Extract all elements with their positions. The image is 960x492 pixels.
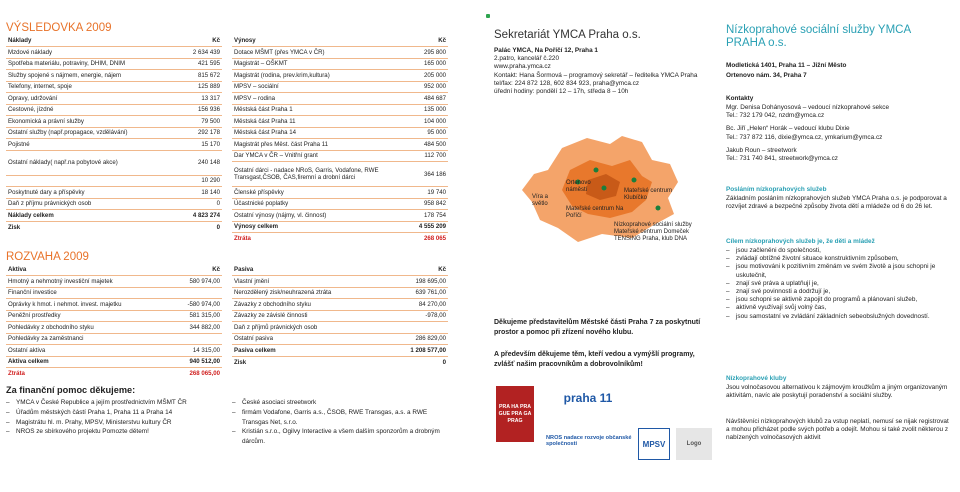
revenue-value: 112 700 xyxy=(417,150,448,162)
map-pin-2 xyxy=(594,168,599,173)
contact-line: Tel.: 737 872 116, dixie@ymca.cz, ymkarium@ymca.cz xyxy=(726,133,883,141)
thanks-praha7: Děkujeme představitelům Městské části Praha 7 za poskytnutí prostor a pomoc při zřízení nového klubu. xyxy=(494,319,701,336)
cost-result-value: 0 xyxy=(179,221,222,233)
cost-value: 125 889 xyxy=(179,81,222,93)
secretariat-line: 2.patro, kancelář č.220 xyxy=(494,55,560,63)
revenue-label: Ostatní výnosy (nájmy, vl. činnost) xyxy=(232,210,417,222)
cost-value: 421 595 xyxy=(179,58,222,70)
thanks-left-list xyxy=(6,398,221,437)
revenue-value: 104 000 xyxy=(417,116,448,128)
revenue-value: 295 800 xyxy=(417,47,448,59)
thanks-left-item: – Magistrátu hl. m. Prahy, MPSV, Ministerstvu kultury ČR xyxy=(6,418,221,428)
balance-title: ROZVAHA 2009 xyxy=(6,251,89,263)
cost-value: 79 500 xyxy=(179,116,222,128)
asset-value xyxy=(171,333,222,345)
partner-logo: Logo xyxy=(676,428,712,460)
revenue-total-row xyxy=(232,221,448,233)
goals-title: Cílem nízkoprahových služeb je, že děti a mládež xyxy=(726,238,875,245)
revenue-value: 952 000 xyxy=(417,81,448,93)
goals-list xyxy=(726,247,952,321)
cost-value: 0 xyxy=(179,198,222,210)
asset-row xyxy=(6,299,222,311)
liability-label: Daň z příjmů právnických osob xyxy=(232,322,387,334)
secretariat-lines xyxy=(494,55,714,96)
mpsv-logo: MPSV xyxy=(638,428,670,460)
mission-text: Základním posláním nízkoprahových služeb YMCA Praha o.s. je podporovat a rozvíjet zdravé a bezpečné způsoby života dětí a mládeže od 6 do 26 let. xyxy=(726,195,947,211)
asset-label: Pohledávky za zaměstnanci xyxy=(6,333,171,345)
cost-label: Poskytnuté dary a příspěvky xyxy=(6,187,179,199)
asset-total-value: 940 512,00 xyxy=(171,356,222,368)
revenue-label: Dar YMCA v ČR – Vnitřní grant xyxy=(232,150,417,162)
costs-table xyxy=(6,35,222,233)
liability-value xyxy=(387,322,448,334)
secretariat-title: Sekretariát YMCA Praha o.s. xyxy=(494,29,641,41)
cost-label: Ostatní služby (např.propagace, vzdělávání) xyxy=(6,127,179,139)
goal-item: – znají své práva a uplatňují je, xyxy=(726,280,952,288)
contact-line: Jakub Roun – streetwork xyxy=(726,146,797,154)
mission-title: Posláním nízkoprahových služeb xyxy=(726,186,827,193)
revenue-row xyxy=(232,127,448,139)
revenue-value: 484 687 xyxy=(417,93,448,105)
clubs-text-2: Návštěvníci nízkoprahových klubů za vstup neplatí, nemusí se nijak registrovat a mohou přicházet podle svých potřeb a odejít. Mohou si také zvolit některou z nabízených volnočasových aktivit xyxy=(726,418,949,442)
thanks-left-item: – Úřadům městských částí Praha 1, Praha 11 a Praha 14 xyxy=(6,408,221,418)
asset-value xyxy=(171,287,222,299)
goal-item: – jsou motivováni k pozitivním změnám ve svém životě a jsou schopni je uskutečnit, xyxy=(726,263,952,279)
asset-result-label: Ztráta xyxy=(6,368,171,380)
liability-label: Nerozdělený zisk/neuhrazená ztráta xyxy=(232,287,387,299)
cost-label: Spotřeba materiálu, potraviny, DHIM, DNIM xyxy=(6,58,179,70)
revenue-label: Účastnické poplatky xyxy=(232,198,417,210)
revenue-label: Magistrát (rodina, prev.krim,kultura) xyxy=(232,70,417,82)
cost-value: 240 148 xyxy=(179,150,222,175)
cost-row xyxy=(6,139,222,151)
revenue-total-value: 4 555 209 xyxy=(417,221,448,233)
liability-header-row xyxy=(232,264,448,276)
cost-label: Ekonomická a právní služby xyxy=(6,116,179,128)
secretariat-address: Palác YMCA, Na Poříčí 12, Praha 1 xyxy=(494,47,598,54)
goal-item: – jsou začleněni do společnosti, xyxy=(726,247,952,255)
revenue-header-row xyxy=(232,35,448,47)
cost-row xyxy=(6,58,222,70)
asset-total-row xyxy=(6,356,222,368)
cost-value: 18 140 xyxy=(179,187,222,199)
cost-total-label: Náklady celkem xyxy=(6,210,179,222)
liability-value: 286 829,00 xyxy=(387,333,448,345)
cost-label: Služby spojené s nájmem, energie, nájem xyxy=(6,70,179,82)
cost-row xyxy=(6,81,222,93)
liability-header-value: Kč xyxy=(438,266,446,273)
contact-line: Mgr. Denisa Dohányosová – vedoucí nízkoprahové sekce xyxy=(726,104,890,111)
revenue-value: 205 000 xyxy=(417,70,448,82)
clubs-text: Jsou volnočasovou alternativou k zájmovým kroužkům a jiným organizovaným aktivitám, navíc ale poskytují poradenství a sociální služby. xyxy=(726,384,948,400)
cost-header-row xyxy=(6,35,222,47)
revenue-label: Městská část Praha 14 xyxy=(232,127,417,139)
asset-row xyxy=(6,287,222,299)
revenue-total-label: Výnosy celkem xyxy=(232,221,417,233)
revenue-label: Magistrát přes Měst. část Praha 11 xyxy=(232,139,417,151)
map-label-ortenovo: Ortenovo náměstí xyxy=(566,180,591,193)
liability-row xyxy=(232,287,448,299)
map-label-poric: Mateřské centrum Na Poříčí xyxy=(566,206,624,219)
revenue-label: Členské příspěvky xyxy=(232,187,417,199)
asset-value: 14 315,00 xyxy=(171,345,222,357)
revenue-row xyxy=(232,139,448,151)
revenue-result-value: 268 065 xyxy=(417,233,448,245)
cost-row xyxy=(6,47,222,59)
cost-value: 156 936 xyxy=(179,104,222,116)
liability-value: 639 761,00 xyxy=(387,287,448,299)
cost-label: Opravy, udržování xyxy=(6,93,179,105)
asset-label: Hmotný a nehmotný investiční majetek xyxy=(6,276,171,288)
cost-row xyxy=(6,104,222,116)
asset-header-row xyxy=(6,264,222,276)
asset-value: 580 974,00 xyxy=(171,276,222,288)
liability-result-label: Zisk xyxy=(232,356,387,368)
asset-label: Pohledávky z obchodního styku xyxy=(6,322,171,334)
revenue-value: 958 842 xyxy=(417,198,448,210)
revenue-row xyxy=(232,187,448,199)
contacts-title: Kontakty xyxy=(726,95,754,102)
praha11-logo: praha 11 xyxy=(563,391,613,405)
services-address-1: Modletická 1401, Praha 11 – Jižní Město xyxy=(726,62,847,69)
goal-item: – znají své povinnosti a dodržují je, xyxy=(726,288,952,296)
asset-row xyxy=(6,322,222,334)
asset-header-label: Aktiva xyxy=(8,266,27,273)
cost-label: Telefony, internet, spoje xyxy=(6,81,179,93)
revenue-value: 135 000 xyxy=(417,104,448,116)
cost-total-value: 4 823 274 xyxy=(179,210,222,222)
asset-label: Peněžní prostředky xyxy=(6,310,171,322)
goal-item: – jsou schopni se aktivně zapojit do programů a plánovaní služeb, xyxy=(726,296,952,304)
revenue-label: MPSV – sociální xyxy=(232,81,417,93)
liability-value: 84 270,00 xyxy=(387,299,448,311)
secretariat-info xyxy=(494,47,714,96)
cost-header-label: Náklady xyxy=(8,37,32,44)
cost-value: 292 178 xyxy=(179,127,222,139)
cost-row xyxy=(6,93,222,105)
asset-value: -580 974,00 xyxy=(171,299,222,311)
services-address-2: Ortenovo nám. 34, Praha 7 xyxy=(726,72,807,79)
contact-line: Bc. Jiří „Helen“ Horák – vedoucí klubu Dixie xyxy=(726,125,850,133)
cost-value: 10 290 xyxy=(179,175,222,187)
liability-result-value: 0 xyxy=(387,356,448,368)
asset-value: 581 315,00 xyxy=(171,310,222,322)
thanks-right-item: – firmám Vodafone, Garris a.s., ČSOB, RWE Transgas, a.s. a RWE Transgas Net, s.r.o. xyxy=(232,408,448,428)
cost-result-label: Zisk xyxy=(6,221,179,233)
revenues-table xyxy=(232,35,448,244)
asset-row xyxy=(6,276,222,288)
revenue-label: Městská část Praha 1 xyxy=(232,104,417,116)
asset-result-value: 268 065,00 xyxy=(171,368,222,380)
liability-row xyxy=(232,276,448,288)
revenue-row xyxy=(232,198,448,210)
revenue-row xyxy=(232,93,448,105)
liability-value: -978,00 xyxy=(387,310,448,322)
secretariat-line: tel/fax: 224 872 128, 602 834 923, praha@ymca.cz xyxy=(494,79,640,87)
revenue-label: Městská část Praha 11 xyxy=(232,116,417,128)
liability-total-label: Pasiva celkem xyxy=(232,345,387,357)
asset-label: Ostatní aktiva xyxy=(6,345,171,357)
liability-row xyxy=(232,299,448,311)
liability-row xyxy=(232,333,448,345)
thanks-left-item: – NROS ze sbírkového projektu Pomozte dětem! xyxy=(6,427,221,437)
liability-row xyxy=(232,310,448,322)
liabilities-table xyxy=(232,264,448,368)
revenue-row xyxy=(232,58,448,70)
asset-result-row xyxy=(6,368,222,380)
asset-total-label: Aktiva celkem xyxy=(6,356,171,368)
asset-header-value: Kč xyxy=(212,266,220,273)
liability-result-row xyxy=(232,356,448,368)
liability-value: 198 695,00 xyxy=(387,276,448,288)
services-title: Nízkoprahové sociální služby YMCA PRAHA o.s. xyxy=(726,24,911,49)
cost-row xyxy=(6,127,222,139)
cost-value: 13 317 xyxy=(179,93,222,105)
cost-label: Pojistné xyxy=(6,139,179,151)
revenue-row xyxy=(232,150,448,162)
revenue-row xyxy=(232,116,448,128)
cost-label xyxy=(6,175,179,187)
cost-result-row xyxy=(6,221,222,233)
map-label-klubicko: Mateřské centrum Klubíčko xyxy=(624,188,673,201)
nros-logo: NROS nadace rozvoje občanské společnosti xyxy=(546,434,632,447)
revenue-row xyxy=(232,70,448,82)
goal-item: – aktivně využívají svůj volný čas, xyxy=(726,304,952,312)
goal-item: – zvládají obtížné životní situace konstruktivním způsobem, xyxy=(726,255,952,263)
thanks-right-item: – Kristián s.r.o., Ogilvy Interactive a všem dalším sponzorům a drobným dárcům. xyxy=(232,427,448,447)
liability-row xyxy=(232,322,448,334)
revenue-value: 178 754 xyxy=(417,210,448,222)
results-title: VÝSLEDOVKA 2009 xyxy=(6,22,112,34)
thanks-right-item: – České asociaci streetwork xyxy=(232,398,448,408)
revenue-row xyxy=(232,162,448,187)
contact-line: Tel.: 731 740 841, streetwork@ymca.cz xyxy=(726,155,838,163)
secretariat-line: www.praha.ymca.cz xyxy=(494,63,551,71)
cost-row xyxy=(6,187,222,199)
prague-logo: PRA HA PRA GUE PRA GA PRAG xyxy=(496,386,534,442)
secretariat-line: úřední hodiny: pondělí 12 – 17h, středa 8 – 10h xyxy=(494,88,629,96)
contacts-list xyxy=(726,104,954,163)
asset-value: 344 882,00 xyxy=(171,322,222,334)
revenue-label: Dotace MŠMT (přes YMCA v ČR) xyxy=(232,47,417,59)
revenue-row xyxy=(232,210,448,222)
revenue-label: Magistrát – OŠKMT xyxy=(232,58,417,70)
cost-value: 15 170 xyxy=(179,139,222,151)
map-pin-5 xyxy=(656,206,661,211)
revenue-label: MPSV – rodina xyxy=(232,93,417,105)
revenue-header-value: Kč xyxy=(438,37,446,44)
cost-value: 815 672 xyxy=(179,70,222,82)
cost-label: Ostatní náklady( např.na pobytové akce) xyxy=(6,150,179,175)
asset-row xyxy=(6,310,222,322)
liability-total-value: 1 208 577,00 xyxy=(387,345,448,357)
map-label-vira: Víra a světlo xyxy=(532,194,549,207)
revenue-value: 165 000 xyxy=(417,58,448,70)
thanks-left-item: – YMCA v České Republice a jejím prostřednictvím MŠMT ČR xyxy=(6,398,221,408)
map-pin-4 xyxy=(632,178,637,183)
clubs-title: Nízkoprahové kluby xyxy=(726,375,787,382)
revenue-value: 19 740 xyxy=(417,187,448,199)
asset-row xyxy=(6,333,222,345)
thanks-right-list xyxy=(232,398,448,447)
revenue-label: Ostatní dárci - nadace NRoS, Garris, Vodafone, RWE Transgast,ČSOB, ČAS,firemní a drobní dárci xyxy=(232,162,417,187)
map-label-nizkoprah: Nízkoprahové sociální služby Mateřské centrum Domeček TENSING Praha, klub DNA xyxy=(614,222,692,242)
cost-header-value: Kč xyxy=(212,37,220,44)
corner-marker xyxy=(486,14,490,18)
liability-header-label: Pasiva xyxy=(234,266,254,273)
revenue-result-row xyxy=(232,233,448,245)
cost-row xyxy=(6,116,222,128)
revenue-result-label: Ztráta xyxy=(232,233,417,245)
cost-row xyxy=(6,70,222,82)
assets-table xyxy=(6,264,222,379)
asset-row xyxy=(6,345,222,357)
revenue-value: 484 500 xyxy=(417,139,448,151)
cost-label: Daň z příjmu právnických osob xyxy=(6,198,179,210)
revenue-row xyxy=(232,104,448,116)
asset-label: Oprávky k hmot. i nehmot. invest. majetku xyxy=(6,299,171,311)
liability-label: Ostatní pasiva xyxy=(232,333,387,345)
cost-value: 2 634 439 xyxy=(179,47,222,59)
revenue-header-label: Výnosy xyxy=(234,37,256,44)
revenue-row xyxy=(232,81,448,93)
liability-total-row xyxy=(232,345,448,357)
cost-row xyxy=(6,198,222,210)
secretariat-line: Kontakt: Hana Šormová – programový sekretář – ředitelka YMCA Praha xyxy=(494,71,698,79)
revenue-row xyxy=(232,47,448,59)
thanks-title: Za finanční pomoc děkujeme: xyxy=(6,385,136,395)
goal-item: – jsou samostatní ve zvládání základních sebeobslužných dovedností. xyxy=(726,313,952,321)
liability-label: Vlastní jmění xyxy=(232,276,387,288)
cost-row xyxy=(6,150,222,175)
thanks-volunteers: A především děkujeme těm, kteří vedou a vymýšlí programy, zvlášť našim pracovníkům a dobrovolníkům! xyxy=(494,351,695,368)
liability-label: Závazky z obchodního styku xyxy=(232,299,387,311)
cost-total-row xyxy=(6,210,222,222)
liability-label: Závazky ze závislé činnosti xyxy=(232,310,387,322)
contact-line: Tel.: 732 179 042, nzdm@ymca.cz xyxy=(726,112,825,120)
revenue-value: 364 186 xyxy=(417,162,448,187)
asset-label: Finanční investice xyxy=(6,287,171,299)
cost-label: Cestovné, jízdné xyxy=(6,104,179,116)
cost-label: Mzdové náklady xyxy=(6,47,179,59)
cost-row xyxy=(6,175,222,187)
revenue-value: 95 000 xyxy=(417,127,448,139)
